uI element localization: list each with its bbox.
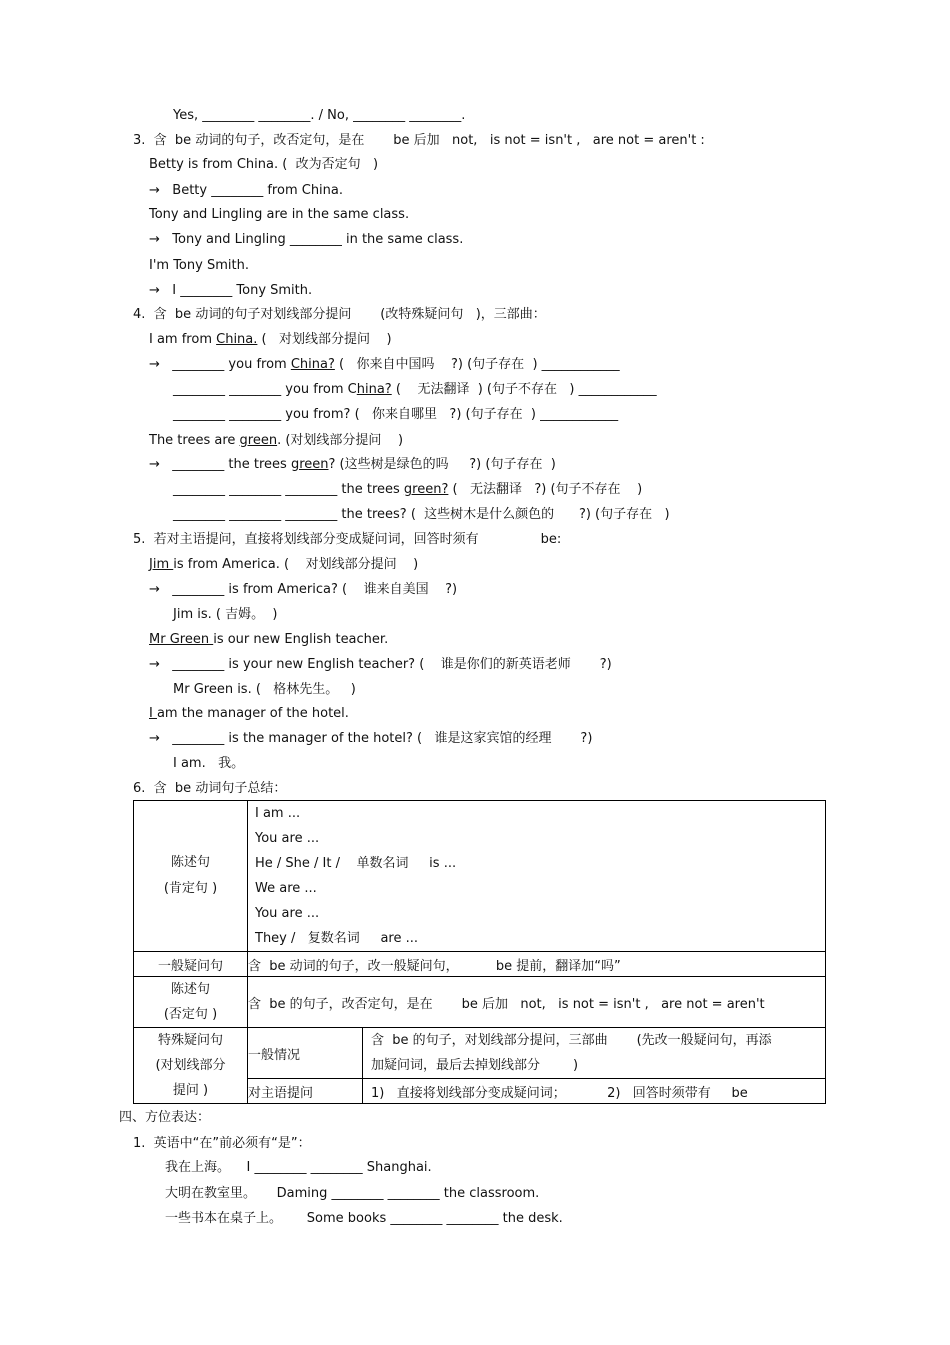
general-case-label: 一般情况 bbox=[248, 1028, 363, 1079]
exercise-line: ________ ________ you from China? ( 无法翻译 ) (句子不存在 ) ____________ bbox=[173, 382, 657, 397]
subsection-1-heading: 1. 英语中“在”前必须有“是”： bbox=[133, 1136, 311, 1151]
form-line: They / 复数名词 are ... bbox=[255, 931, 418, 946]
special-question-label-cell: 特殊疑问句 (对划线部分 提问 ) bbox=[134, 1028, 248, 1104]
example-sentence: Mr Green is our new English teacher. bbox=[149, 632, 389, 647]
example-sentence: I'm Tony Smith. bbox=[149, 258, 249, 273]
subject-question-rule: 1) 直接将划线部分变成疑问词； 2) 回答时须带有 be bbox=[363, 1079, 826, 1104]
negative-label-cell: 陈述句 (否定句 ) bbox=[134, 977, 248, 1028]
affirmative-forms-cell bbox=[248, 801, 826, 952]
form-line: We are ... bbox=[255, 881, 317, 896]
general-question-label: 一般疑问句 bbox=[134, 952, 248, 977]
exercise-line: 大明在教室里。 Daming ________ ________ the classroom. bbox=[165, 1186, 540, 1201]
exercise-line: → ________ is from America? ( 谁来自美国 ?) bbox=[149, 582, 458, 597]
section-four-heading: 四、方位表达： bbox=[119, 1110, 211, 1125]
section-5-heading: 5. 若对主语提问，直接将划线部分变成疑问词，回答时须有 be: bbox=[133, 532, 562, 547]
answer-line: Jim is. ( 吉姆。 ) bbox=[173, 607, 278, 622]
section-6-heading: 6. 含 be 动词句子总结： bbox=[133, 781, 287, 796]
example-sentence: Jim is from America. ( 对划线部分提问 ) bbox=[149, 557, 419, 572]
exercise-line: → Tony and Lingling ________ in the same class. bbox=[149, 232, 464, 247]
negative-rule: 含 be 的句子，改否定句，是在 be 后加 not, is not = isn't , are not = aren't bbox=[248, 977, 826, 1028]
answer-line: I am. 我。 bbox=[173, 756, 245, 771]
exercise-line: ________ ________ ________ the trees? ( 这些树木是什么颜色的 ?) (句子存在 ) bbox=[173, 507, 670, 522]
be-verb-summary-table bbox=[133, 800, 826, 1104]
affirmative-label-cell: 陈述句 (肯定句 ) bbox=[134, 801, 248, 952]
example-sentence: I am the manager of the hotel. bbox=[149, 706, 349, 721]
subject-question-label: 对主语提问 bbox=[248, 1079, 363, 1104]
exercise-line: → ________ is your new English teacher? ( 谁是你们的新英语老师 ?) bbox=[149, 657, 612, 672]
yes-no-answer-line: Yes, ________ ________. / No, ________ ________. bbox=[173, 108, 466, 123]
exercise-line: → ________ the trees green? (这些树是绿色的吗 ?) (句子存在 ) bbox=[149, 457, 556, 472]
example-sentence: Tony and Lingling are in the same class. bbox=[149, 207, 410, 222]
exercise-line: → Betty ________ from China. bbox=[149, 183, 344, 198]
form-line: You are ... bbox=[255, 831, 320, 846]
example-sentence: The trees are green. (对划线部分提问 ) bbox=[149, 433, 404, 448]
exercise-line: → I ________ Tony Smith. bbox=[149, 283, 313, 298]
form-line: I am ... bbox=[255, 806, 301, 821]
section-4-heading: 4. 含 be 动词的句子对划线部分提问 (改特殊疑问句 )，三部曲： bbox=[133, 307, 546, 322]
general-question-rule: 含 be 动词的句子，改一般疑问句， be 提前，翻译加“吗” bbox=[248, 952, 826, 977]
section-3-heading: 3. 含 be 动词的句子，改否定句，是在 be 后加 not, is not = isn't , are not = aren't : bbox=[133, 133, 705, 148]
general-case-rule: 含 be 的句子，对划线部分提问，三部曲 (先改一般疑问句，再添 加疑问词，最后去掉划线部分 ) bbox=[363, 1028, 826, 1079]
form-line: He / She / It / 单数名词 is ... bbox=[255, 856, 457, 871]
exercise-line: ________ ________ you from? ( 你来自哪里 ?) (句子存在 ) ____________ bbox=[173, 407, 619, 422]
exercise-line: → ________ you from China? ( 你来自中国吗 ?) (句子存在 ) ____________ bbox=[149, 357, 620, 372]
exercise-line: → ________ is the manager of the hotel? ( 谁是这家宾馆的经理 ?) bbox=[149, 731, 593, 746]
example-sentence: Betty is from China. ( 改为否定句 ) bbox=[149, 157, 379, 172]
exercise-line: 一些书本在桌子上。 Some books ________ ________ the desk. bbox=[165, 1211, 563, 1226]
example-sentence: I am from China. ( 对划线部分提问 ) bbox=[149, 332, 392, 347]
exercise-line: ________ ________ ________ the trees green? ( 无法翻译 ?) (句子不存在 ) bbox=[173, 482, 643, 497]
form-line: You are ... bbox=[255, 906, 320, 921]
answer-line: Mr Green is. ( 格林先生。 ) bbox=[173, 682, 356, 697]
exercise-line: 我在上海。 I ________ ________ Shanghai. bbox=[165, 1160, 432, 1175]
